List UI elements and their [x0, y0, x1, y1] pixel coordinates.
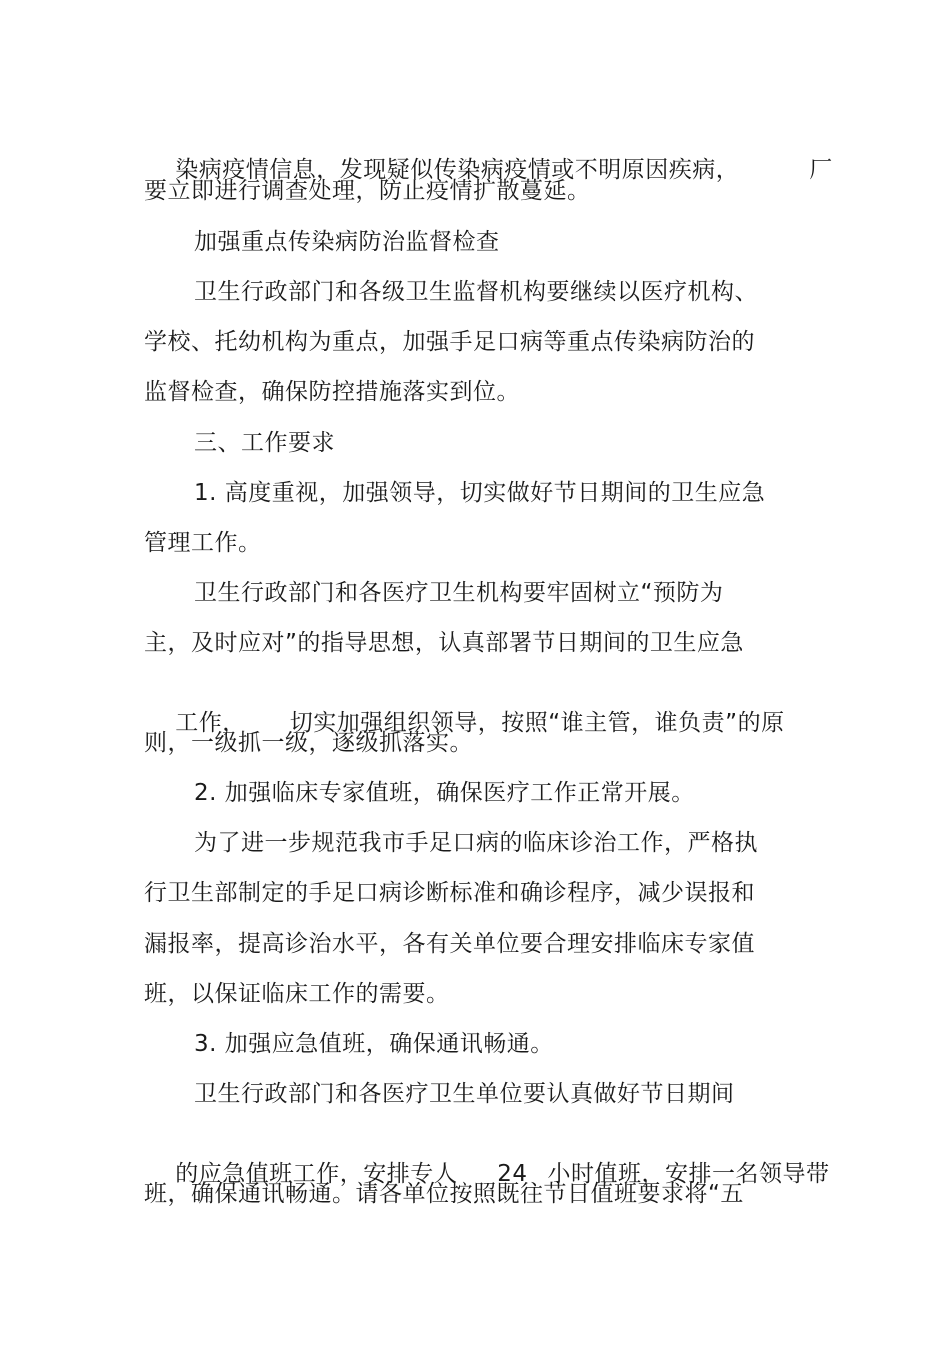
- text-segment: 染病疫情信息，发现疑似传染病疫情或不明原因疾病，: [175, 157, 740, 183]
- text-segment: 24: [497, 1161, 528, 1187]
- paragraph-line-tail: [778, 125, 833, 215]
- list-item-heading: 2. 加强临床专家值班，确保医疗工作正常开展。: [194, 780, 695, 806]
- paragraph-line: 漏报率，提高诊治水平，各有关单位要合理安排临床专家值: [144, 931, 755, 957]
- paragraph-line: 班，确保通讯畅通。请各单位按照既往节日值班要求将“五: [144, 1181, 744, 1207]
- paragraph-line: 班，以保证临床工作的需要。: [144, 981, 450, 1007]
- subheading: 加强重点传染病防治监督检查: [194, 229, 500, 255]
- text-segment: 工作，: [175, 710, 246, 736]
- paragraph-line: 卫生行政部门和各医疗卫生单位要认真做好节日期间: [194, 1081, 735, 1107]
- paragraph-line: 卫生行政部门和各级卫生监督机构要继续以医疗机构、: [194, 279, 758, 305]
- paragraph-line: 行卫生部制定的手足口病诊断标准和确诊程序，减少误报和: [144, 880, 755, 906]
- text-segment: 的应急值班工作，安排专人: [175, 1161, 458, 1187]
- paragraph-line: 要立即进行调查处理，防止疫情扩散蔓延。: [144, 178, 591, 204]
- paragraph-line: 学校、托幼机构为重点，加强手足口病等重点传染病防治的: [144, 329, 755, 355]
- paragraph-line: 主，及时应对”的指导思想，认真部署节日期间的卫生应急: [144, 630, 744, 656]
- list-item-heading: 管理工作。: [144, 530, 262, 556]
- list-item-heading: 3. 加强应急值班，确保通讯畅通。: [194, 1031, 554, 1057]
- paragraph-line: 监督检查，确保防控措施落实到位。: [144, 379, 520, 405]
- text-segment: 厂: [809, 157, 833, 183]
- paragraph-line: 卫生行政部门和各医疗卫生机构要牢固树立“预防为: [194, 580, 724, 606]
- list-item-heading: 1. 高度重视，加强领导，切实做好节日期间的卫生应急: [194, 480, 766, 506]
- paragraph-line: 为了进一步规范我市手足口病的临床诊治工作，严格执: [194, 830, 758, 856]
- section-title: 三、工作要求: [194, 430, 335, 456]
- paragraph-line: 则，一级抓一级，逐级抓落实。: [144, 730, 473, 756]
- text-segment: 切实加强组织领导，按照“谁主管，谁负责”的原: [289, 710, 785, 736]
- text-segment: 小时值班，安排一名领导带: [547, 1161, 830, 1187]
